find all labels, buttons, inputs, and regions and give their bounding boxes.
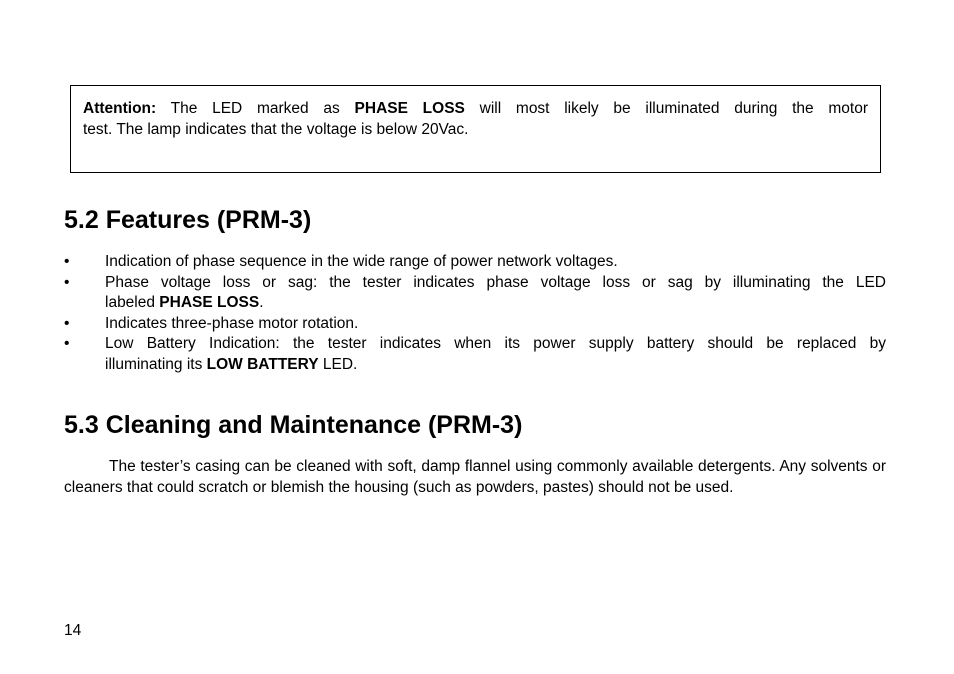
list-item <box>64 314 886 335</box>
feature-text-line-2 <box>105 293 886 314</box>
attention-line-1 <box>83 98 868 119</box>
feature-text-before: labeled <box>105 294 160 311</box>
bullet-icon: • <box>64 273 70 291</box>
feature-text-after: . <box>259 294 264 311</box>
feature-text-line-1: Phase voltage loss or sag: the tester indicates phase voltage loss or sag by illuminating the LED <box>105 273 886 291</box>
list-item <box>64 252 886 273</box>
attention-label: Attention: <box>83 100 157 117</box>
bullet-icon: • <box>64 253 70 270</box>
feature-text-line-2 <box>105 355 886 376</box>
attention-text-after: will most likely be illuminated during the motor <box>464 100 868 117</box>
feature-text-after: LED. <box>318 355 358 373</box>
feature-text: Indicates three-phase motor rotation. <box>105 314 359 332</box>
feature-text: Indication of phase sequence in the wide range of power network voltages. <box>105 253 618 270</box>
feature-bold-term: LOW BATTERY <box>206 355 319 373</box>
bullet-icon: • <box>64 335 70 352</box>
bullet-icon: • <box>64 314 70 332</box>
feature-text-before: illuminating its <box>105 355 207 373</box>
feature-bold-term: PHASE LOSS <box>159 294 260 311</box>
list-item <box>64 334 886 375</box>
attention-text-before: The LED marked as <box>156 100 355 117</box>
attention-notice-box <box>70 85 881 173</box>
attention-line-2: test. The lamp indicates that the voltage is below 20Vac. <box>83 121 469 138</box>
list-item <box>64 273 886 314</box>
features-heading: 5.2 Features (PRM-3) <box>64 206 312 234</box>
feature-text-line-1: Low Battery Indication: the tester indicates when its power supply battery should be replaced by <box>105 335 886 352</box>
attention-emphasis: PHASE LOSS <box>354 100 465 117</box>
cleaning-heading: 5.3 Cleaning and Maintenance (PRM-3) <box>64 411 523 439</box>
features-list <box>64 252 886 375</box>
page-number: 14 <box>64 622 82 639</box>
cleaning-paragraph: The tester’s casing can be cleaned with soft, damp flannel using commonly available detergents. Any solvents or cleaners that could scratch or blemish the housing (such as powders, pastes) should not be used. <box>64 458 886 496</box>
